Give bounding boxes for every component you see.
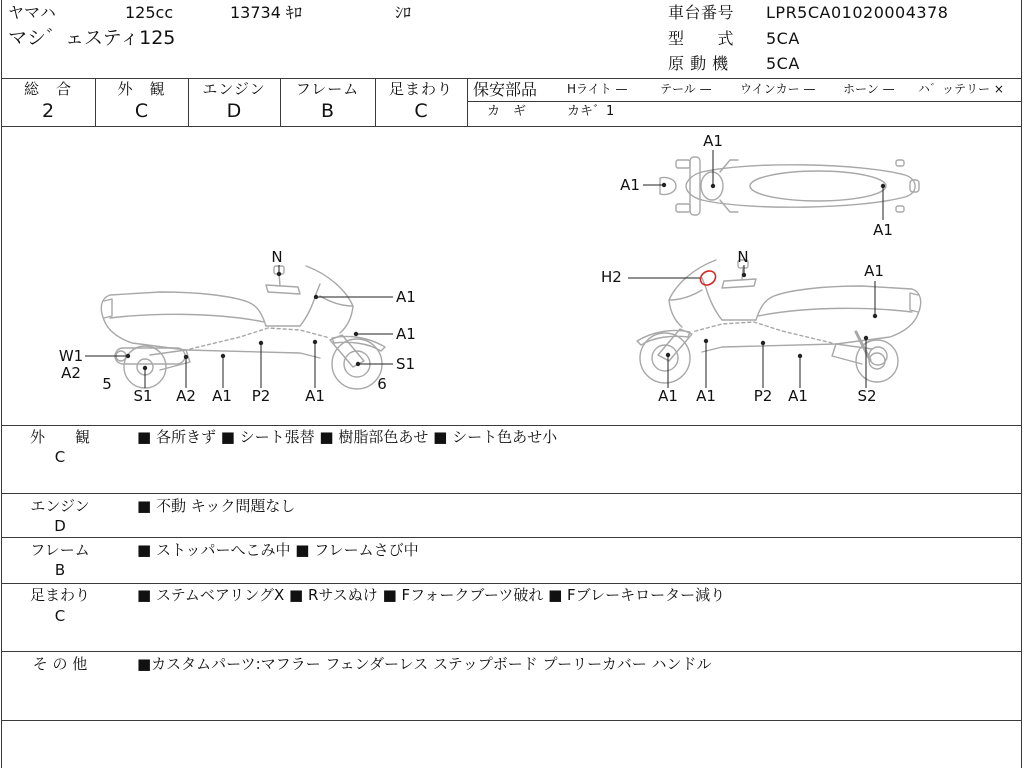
top-label-tail: A1	[873, 221, 893, 239]
left-side-view	[59, 248, 416, 405]
remark-divider	[1, 720, 1022, 721]
remark-text: ■ ステムベアリングX ■ Rサスぬけ ■ Fフォークブーツ破れ ■ Fブレーキローター減り	[137, 586, 726, 604]
left-label-fork: A1	[396, 325, 416, 343]
left-label-front-lower: A1	[305, 387, 325, 405]
right-view-leaders	[628, 265, 877, 388]
safety-item-headlight: Hライト —	[567, 82, 628, 96]
chassis-number: LPR5CA01020004378	[766, 3, 949, 22]
right-label-front-wheel: A1	[658, 387, 678, 405]
remark-grade: B	[54, 561, 66, 579]
scooter-top-drawing	[660, 157, 919, 215]
safety-item-battery: ハ゛ッテリー ×	[918, 82, 1004, 96]
left-view-leaders	[85, 265, 393, 388]
engine-value: 5CA	[766, 54, 800, 73]
key-label: カ ギ	[487, 104, 527, 119]
right-label-rear-body: A1	[864, 262, 884, 280]
remark-divider	[1, 651, 1022, 652]
remark-divider	[1, 537, 1022, 538]
mileage: 13734 ｷﾛ	[230, 3, 302, 22]
grade-overall	[1, 78, 95, 126]
grade-label: 足まわり	[388, 80, 453, 98]
left-label-body: A1	[396, 288, 416, 306]
inspection-diagram	[0, 126, 1024, 425]
grade-label: 総 合	[23, 80, 72, 98]
top-label-meter: A1	[703, 132, 723, 150]
top-label-headlight: A1	[620, 176, 640, 194]
right-label-screen: H2	[601, 268, 622, 286]
remark-label: そ の 他	[32, 655, 88, 673]
safety-item-horn: ホーン —	[843, 82, 895, 96]
grade-value: B	[320, 100, 335, 122]
grade-frame	[280, 78, 375, 126]
safety-divider	[467, 101, 1022, 102]
model-name: マシ゛ェスティ125	[8, 27, 176, 49]
remark-label: 足まわり	[29, 586, 90, 604]
left-label-lower-body: A1	[212, 387, 232, 405]
type-label: 型 式	[668, 29, 735, 48]
grid-divider	[467, 78, 468, 126]
engine-label: 原 動 機	[668, 54, 729, 73]
left-label-engine: A2	[176, 387, 196, 405]
remark-grade: C	[54, 607, 66, 625]
key-value: カキ゛1	[567, 104, 615, 119]
left-label-mirror: N	[271, 248, 283, 266]
remark-divider	[1, 493, 1022, 494]
type-value: 5CA	[766, 29, 800, 48]
body-color: ｼﾛ	[395, 3, 412, 22]
safety-item-taillight: テール —	[660, 82, 712, 96]
remark-text: ■ 不動 キック問題なし	[137, 497, 296, 515]
left-label-rear-number: 5	[102, 375, 112, 393]
right-label-front-lower: A1	[696, 387, 716, 405]
right-label-floor: P2	[753, 387, 773, 405]
scooter-right-side-drawing	[101, 266, 385, 389]
left-label-front-number: 6	[377, 375, 387, 393]
grade-suspension	[375, 78, 467, 126]
chassis-label: 車台番号	[668, 3, 735, 22]
right-label-mirror: N	[737, 248, 749, 266]
maker: ヤマハ	[8, 3, 56, 22]
grade-label: エンジン	[202, 80, 266, 98]
displacement: 125cc	[125, 3, 174, 22]
remark-grade: C	[54, 448, 66, 466]
right-side-view	[601, 248, 921, 405]
grade-value: D	[226, 100, 242, 122]
remark-label: フレーム	[30, 541, 90, 559]
left-label-rear-wheel: S1	[133, 387, 153, 405]
remark-label: 外 観	[29, 428, 90, 446]
damage-marker-circle	[698, 268, 719, 288]
grade-label: フレーム	[295, 80, 360, 98]
left-label-floor: P2	[251, 387, 271, 405]
safety-item-winker: ウインカー —	[740, 82, 816, 96]
right-label-rear-shock: S2	[857, 387, 877, 405]
grade-value: C	[414, 100, 428, 122]
remark-text: ■ ストッパーへこみ中 ■ フレームさび中	[137, 541, 419, 559]
remark-divider	[1, 583, 1022, 584]
left-label-muffler-2: A2	[61, 364, 81, 382]
left-label-front-wheel: S1	[396, 355, 416, 373]
remark-text: ■ 各所きず ■ シート張替 ■ 樹脂部色あせ ■ シート色あせ小	[137, 428, 558, 446]
grade-label: 外 観	[117, 80, 166, 98]
safety-parts-label: 保安部品	[473, 80, 538, 99]
right-label-lower-body: A1	[788, 387, 808, 405]
top-view	[620, 132, 919, 239]
grade-exterior	[95, 78, 188, 126]
remark-text: ■カスタムパーツ:マフラー フェンダーレス ステップボード プーリーカバー ハンドル	[137, 655, 712, 673]
left-label-muffler: W1	[58, 347, 84, 365]
remark-grade: D	[54, 517, 66, 535]
divider-diagram	[1, 425, 1022, 426]
remark-label: エンジン	[30, 497, 90, 515]
grade-value: 2	[41, 100, 55, 122]
grade-value: C	[134, 100, 149, 122]
grade-engine	[188, 78, 280, 126]
